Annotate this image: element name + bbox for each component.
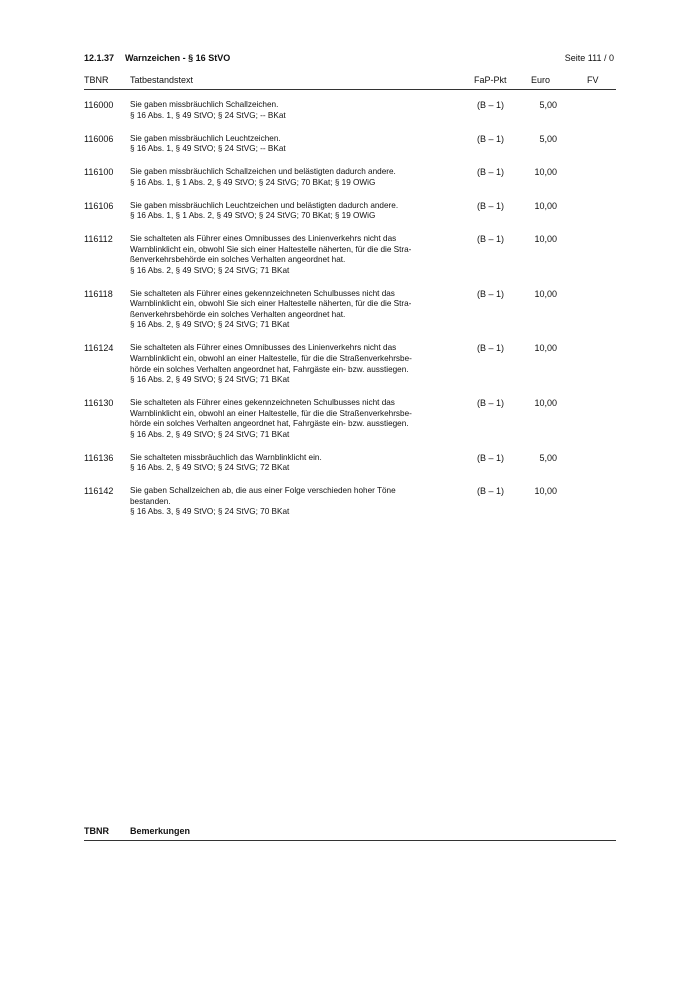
column-fv: FV <box>587 75 599 85</box>
remarks-label: Bemerkungen <box>130 826 191 836</box>
row-text-line: Sie schalteten als Führer eines Omnibusses des Linienverkehrs nicht das <box>130 343 397 353</box>
row-euro: 10,00 <box>534 398 557 409</box>
row-tbnr: 116006 <box>84 133 114 144</box>
row-fap-points: (B – 1) <box>477 486 505 497</box>
section-number: 12.1.37 <box>84 53 115 63</box>
row-tbnr: 116106 <box>84 200 114 211</box>
row-text-line: Sie schalteten missbräuchlich das Warnblinklicht ein. <box>130 452 322 462</box>
row-text-line: ßenverkehrsbehörde ein solches Verhalten angeordnet hat. <box>130 309 346 319</box>
row-tbnr: 116100 <box>84 167 114 177</box>
row-fap-points: (B – 1) <box>477 398 505 409</box>
row-text-line: § 16 Abs. 2, § 49 StVO; § 24 StVG; 71 BKat <box>130 429 290 439</box>
row-text-line: § 16 Abs. 1, § 49 StVO; § 24 StVG; -- BKat <box>130 110 286 120</box>
row-fap-points: (B – 1) <box>477 452 505 463</box>
row-text-line: Sie gaben missbräuchlich Leuchtzeichen. <box>130 133 281 143</box>
row-euro: 10,00 <box>534 167 557 177</box>
row-text <box>130 486 460 518</box>
page-number: Seite 111 / 0 <box>564 53 614 63</box>
remarks-tbnr: TBNR <box>84 826 109 836</box>
row-text <box>130 234 460 276</box>
row-fap-points: (B – 1) <box>477 133 505 144</box>
row-text-line: § 16 Abs. 2, § 49 StVO; § 24 StVG; 72 BKat <box>130 463 290 473</box>
row-euro: 10,00 <box>534 288 557 299</box>
row-fap-points: (B – 1) <box>477 200 505 211</box>
row-tbnr: 116000 <box>84 100 114 110</box>
row-text <box>130 100 460 121</box>
row-tbnr: 116130 <box>84 398 114 409</box>
row-text <box>130 134 460 155</box>
row-text-line: Warnblinklicht ein, obwohl Sie sich einer Haltestelle näherten, für die die Stra- <box>130 244 412 254</box>
row-fap-points: (B – 1) <box>477 234 505 244</box>
column-fap: FaP-Pkt <box>474 75 507 85</box>
row-text-line: Warnblinklicht ein, obwohl an einer Haltestelle, für die die Straßenverkehrsbe- <box>130 408 412 418</box>
row-euro: 10,00 <box>534 200 557 211</box>
remarks-divider <box>84 840 616 841</box>
page-header <box>84 53 614 65</box>
row-fap-points: (B – 1) <box>477 288 505 299</box>
row-euro: 10,00 <box>534 234 557 244</box>
row-text-line: § 16 Abs. 1, § 49 StVO; § 24 StVG; -- BKat <box>130 144 286 154</box>
row-euro: 5,00 <box>539 452 557 463</box>
row-text-line: ßenverkehrsbehörde ein solches Verhalten angeordnet hat. <box>130 255 346 265</box>
row-text <box>130 289 460 331</box>
row-text <box>130 167 460 188</box>
row-tbnr: 116124 <box>84 343 114 354</box>
row-text-line: Sie gaben Schallzeichen ab, die aus einer Folge verschieden hoher Töne <box>130 486 396 496</box>
row-text-line: Sie gaben missbräuchlich Schallzeichen. <box>130 100 279 109</box>
row-tbnr: 116136 <box>84 452 114 463</box>
row-text <box>130 453 460 474</box>
remarks-header <box>84 826 616 838</box>
row-text <box>130 343 460 385</box>
row-text-line: hörde ein solches Verhalten angeordnet hat, Fahrgäste ein- bzw. ausstiegen. <box>130 419 409 429</box>
column-euro: Euro <box>531 75 551 85</box>
row-text-line: § 16 Abs. 3, § 49 StVO; § 24 StVG; 70 BKat <box>130 507 290 517</box>
row-text <box>130 398 460 440</box>
header-divider <box>84 89 616 90</box>
row-text-line: Sie schalteten als Führer eines Omnibusses des Linienverkehrs nicht das <box>130 234 397 243</box>
row-text-line: § 16 Abs. 1, § 1 Abs. 2, § 49 StVO; § 24 StVG; 70 BKat; § 19 OWiG <box>130 211 376 221</box>
row-euro: 10,00 <box>534 486 557 497</box>
row-text-line: hörde ein solches Verhalten angeordnet hat, Fahrgäste ein- bzw. ausstiegen. <box>130 364 409 374</box>
row-fap-points: (B – 1) <box>477 343 505 354</box>
row-text-line: Sie schalteten als Führer eines gekennzeichneten Schulbusses nicht das <box>130 288 395 298</box>
row-fap-points: (B – 1) <box>477 100 505 110</box>
row-euro: 5,00 <box>539 100 557 110</box>
row-text-line: Sie gaben missbräuchlich Schallzeichen und belästigten dadurch andere. <box>130 167 396 176</box>
row-text-line: Warnblinklicht ein, obwohl an einer Haltestelle, für die die Straßenverkehrsbe- <box>130 353 412 363</box>
row-tbnr: 116118 <box>84 288 113 299</box>
row-text-line: § 16 Abs. 2, § 49 StVO; § 24 StVG; 71 BKat <box>130 265 290 275</box>
row-text-line: Warnblinklicht ein, obwohl Sie sich einer Haltestelle näherten, für die die Stra- <box>130 299 412 309</box>
column-text: Tatbestandstext <box>130 75 194 85</box>
row-euro: 10,00 <box>534 343 557 354</box>
row-text-line: Sie gaben missbräuchlich Leuchtzeichen und belästigten dadurch andere. <box>130 200 399 210</box>
row-text-line: § 16 Abs. 2, § 49 StVO; § 24 StVG; 71 BKat <box>130 320 290 330</box>
row-fap-points: (B – 1) <box>477 167 505 177</box>
row-euro: 5,00 <box>539 133 557 144</box>
section-title: Warnzeichen - § 16 StVO <box>125 53 231 63</box>
row-text-line: § 16 Abs. 2, § 49 StVO; § 24 StVG; 71 BKat <box>130 375 290 385</box>
row-tbnr: 116142 <box>84 486 114 497</box>
column-tbnr: TBNR <box>84 75 109 85</box>
row-text-line: Sie schalteten als Führer eines gekennzeichneten Schulbusses nicht das <box>130 398 395 408</box>
row-text-line: bestanden. <box>130 496 171 506</box>
row-text-line: § 16 Abs. 1, § 1 Abs. 2, § 49 StVO; § 24 StVG; 70 BKat; § 19 OWiG <box>130 177 376 187</box>
row-text <box>130 201 460 222</box>
column-header <box>84 75 614 87</box>
row-tbnr: 116112 <box>84 234 113 244</box>
